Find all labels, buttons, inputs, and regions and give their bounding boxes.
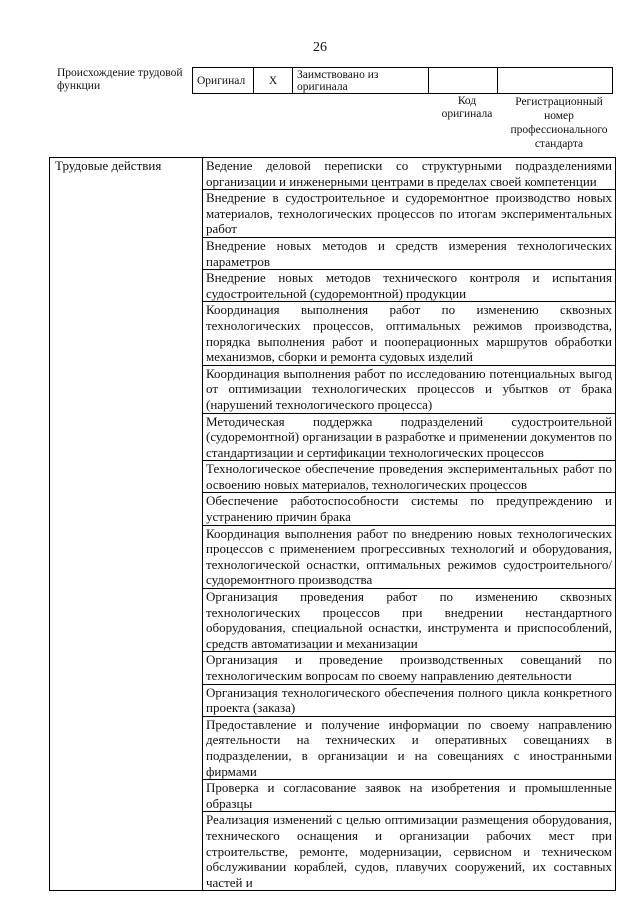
action-item: Координация выполнения работ по исследованию потенциальных выгод от оптимизации технологических процессов и убытков от брака (нарушений технологического процесса) — [203, 366, 615, 414]
action-item: Организация и проведение производственных совещаний по технологическим вопросам по своему направлению деятельности — [203, 652, 615, 684]
action-item: Координация выполнения работ по внедрению новых технологических процессов с применением прогрессивных технологий и оборудования, технологической оснастки, оптимальных режимов судостроительного/ судоремонтного производства — [203, 526, 615, 589]
section-label: Трудовые действия — [50, 158, 203, 891]
borrowed-label: Заимствовано из оригинала — [293, 68, 429, 94]
action-item: Внедрение в судостроительное и судоремонтное производство новых материалов, технологических процессов по итогам экспериментальных работ — [203, 190, 615, 238]
action-item: Организация проведения работ по изменению сквозных технологических процессов при внедрении нестандартного оборудования, специальной оснастки, инструмента и приспособлений, средств автоматизации и механизации — [203, 589, 615, 652]
registration-number-cell — [498, 68, 613, 94]
original-mark: X — [254, 68, 293, 94]
action-item: Реализация изменений с целью оптимизации размещения оборудования, технического оснащения и организации рабочих мест при строительстве, ремонте, модернизации, сервисном и техническом обслуживании кораблей, судов, плавучих сооружений, их составных частей и — [206, 812, 612, 890]
action-item: Организация технологического обеспечения полного цикла конкретного проекта (заказа) — [203, 685, 615, 717]
action-item: Предоставление и получение информации по своему направлению деятельности на технических и оперативных совещаниях в подразделении, в организации и на совещаниях с иностранными фирмами — [203, 717, 615, 780]
action-item: Координация выполнения работ по изменению сквозных технологических процессов, оптимальных режимов производства, порядка выполнения работ и пооперационных маршрутов обработки механизмов, сборки и ремонта судовых изделий — [203, 302, 615, 365]
original-label: Оригинал — [193, 68, 254, 94]
actions-cell — [203, 158, 616, 891]
action-item: Методическая поддержка подразделений судостроительной (судоремонтной) организации в разработке и применении документов по стандартизации и сертификации технологических процессов — [203, 414, 615, 462]
action-item: Ведение деловой переписки со структурными подразделениями организации и инженерными центрами в пределах своей компетенции — [203, 158, 615, 190]
action-item: Внедрение новых методов технического контроля и испытания судостроительной (судоремонтной) продукции — [203, 270, 615, 302]
code-original-caption: Код оригинала — [441, 95, 493, 120]
page-number: 26 — [313, 40, 327, 55]
action-item: Внедрение новых методов и средств измерения технологических параметров — [203, 238, 615, 270]
code-original-cell — [429, 68, 498, 94]
origin-label: Происхождение трудовой функции — [57, 67, 183, 92]
origin-table — [192, 67, 613, 94]
action-item: Проверка и согласование заявок на изобретения и промышленные образцы — [203, 780, 615, 812]
action-item: Обеспечение работоспособности системы по предупреждению и устранению причин брака — [203, 493, 615, 525]
registration-number-caption: Регистрационный номер профессионального стандарта — [510, 96, 608, 150]
action-item: Технологическое обеспечение проведения экспериментальных работ по освоению новых материалов, технологических процессов — [203, 461, 615, 493]
labor-actions-table — [49, 157, 616, 891]
